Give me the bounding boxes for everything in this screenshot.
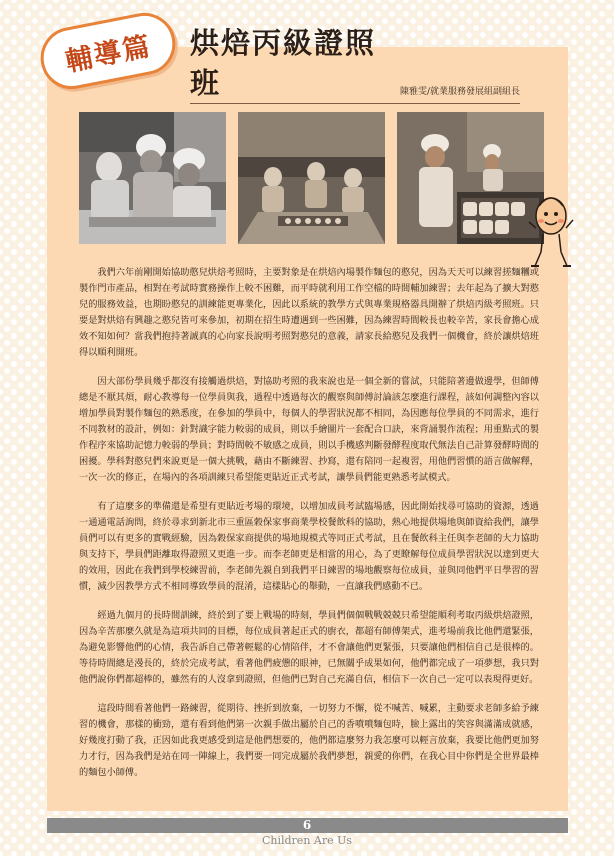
bakery-kitchen-photo-icon [238,112,385,244]
footer-caption: Children Are Us [261,834,353,847]
cartoon-mascot-icon [527,192,575,270]
article-paragraph: 因大部份學員幾乎都沒有接觸過烘焙，對協助考照的我來說也是一個全新的嘗試，只能陪著邊做邊學，但師傅總是不厭其煩，耐心教導每一位學員與我，過程中透過每次的觀察與師傅討論該怎麼進行課程，該如何調整內容以增加學員對製作麵包的熟悉度，在參加的學員中，每個人的學習狀況都不相同，為因應每位學員的不同需求，進行不同教材的設計，例如：針對識字能力較弱的成員，則以手繪圖片一套配合口訣，來背誦製作流程；用重點式的製作程序來協助記憶力較弱的學員；對時間較不敏感之成員，則以手機感判斷發酵程度取代無法自己計算發酵時間的困擾。學科對憨兒們來說更是一個大挑戰，藉由不斷練習、抄寫，還有陪同一起複習，用他們習慣的語言做解釋，一次一次的修正，在場內的各項訓練只希望能更貼近正式考試，讓學員們能更熟悉考試模式。 [79,376,539,483]
page-number: 6 [302,818,312,832]
article-body [79,265,539,794]
page-title: 烘焙丙級證照班 [190,26,377,100]
article-paragraph: 這段時間看著他們一路練習，從期待、挫折到放棄，一切努力不懈，從不喊苦、喊累，主動要求老師多給予練習的機會，那樣的衝勁，還有看到他們第一次親手做出屬於自己的香噴噴麵包時，臉上露出的笑容與滿滿成就感，好幾度打動了我，正因如此我更感受到這是他們想要的，他們都這麼努力我怎麼可以輕言放棄，我要比他們更加努力才行，因為我們是站在同一陣線上，我們要一同完成屬於我們夢想，親愛的你們，在我心目中你們是全世界最棒的麵包小師傅。 [79,703,539,778]
author-byline: 陳雅雯/就業服務發展組副組長 [399,87,520,97]
cartoon-mascot [527,192,575,270]
photo-bakery-training [79,112,226,244]
article-paragraph: 有了這麼多的準備還是希望有更貼近考場的環境，以增加成員考試臨場感，因此開始找尋可協助的資源，透過一通通電話詢問，終於尋求到新北市三重區穀保家事商業學校餐飲科的協助，熱心地提供場地與師資給我們，讓學員們可以有更多的實戰經驗，因為穀保家商提供的場地規模式等同正式考試，且在餐飲科主任與李老師的大力協助與支持下，學員們距離取得證照又更進一步。而李老師更是相當的用心，為了更瞭解每位成員學習狀況以達到更大的效用，因此在我們到學校練習前，李老師先親自到我們平日練習的場地觀察每位成員，並與同他們平日學習的習慣，減少因教學方式不相同導致學員的混淆，這樣貼心的舉動，一直讓我們感動不已。 [79,501,539,592]
article-paragraph: 我們六年前剛開始協助憨兒烘焙考照時，主要對象是在烘焙內場製作麵包的憨兒，因為天天可以練習搓麵糰或製作門市產品，相對在考試時實務操作上較不困難，而平時就利用工作空檔的時間輔加練習；去年起為了擴大對憨兒的服務效益，也期盼憨兒的訓練能更專業化，因此以系統的教學方式與專業規格器具開辦了烘焙丙級考照班。只要是對烘焙有興趣之憨兒皆可來參加，初期在招生時遭遇到一些困難，因為練習時間較長也較辛苦，家長會擔心成效不知如何？當我們抱持著誠真的心向家長說明考照對憨兒的意義，請家長給憨兒及我們一個機會，終於讓烘焙班得以順利開班。 [79,267,539,358]
bakery-training-photo-icon [79,112,226,244]
title-row [190,26,520,104]
section-tag-label: 輔導篇 [62,30,155,78]
article-paragraph: 經過九個月的長時間訓練，終於到了要上戰場的時刻，學員們個個戰戰兢兢只希望能順利考取丙級烘焙證照，因為辛苦那麼久就是為這項共同的目標，每位成員著起正式的廚衣，都超有師傅架式，進考場前我比他們還緊張，為避免影響他們的心情，我告訴自己帶著輕鬆的心情陪伴，才不會讓他們更緊張，只要讓他們相信自己是很棒的。等待時間總是漫長的，終於完成考試，看著他們疲憊的眼神，已無關乎成果如何，他們都完成了一項夢想，我只對他們說你們都超棒的，雖然有的人沒拿到證照，但他們已對自己充滿自信，相信下一次自己一定可以表現得更好。 [79,610,539,685]
bread-baking-photo-icon [397,112,544,244]
photo-bakery-kitchen [238,112,385,244]
photo-bread-baking [397,112,544,244]
